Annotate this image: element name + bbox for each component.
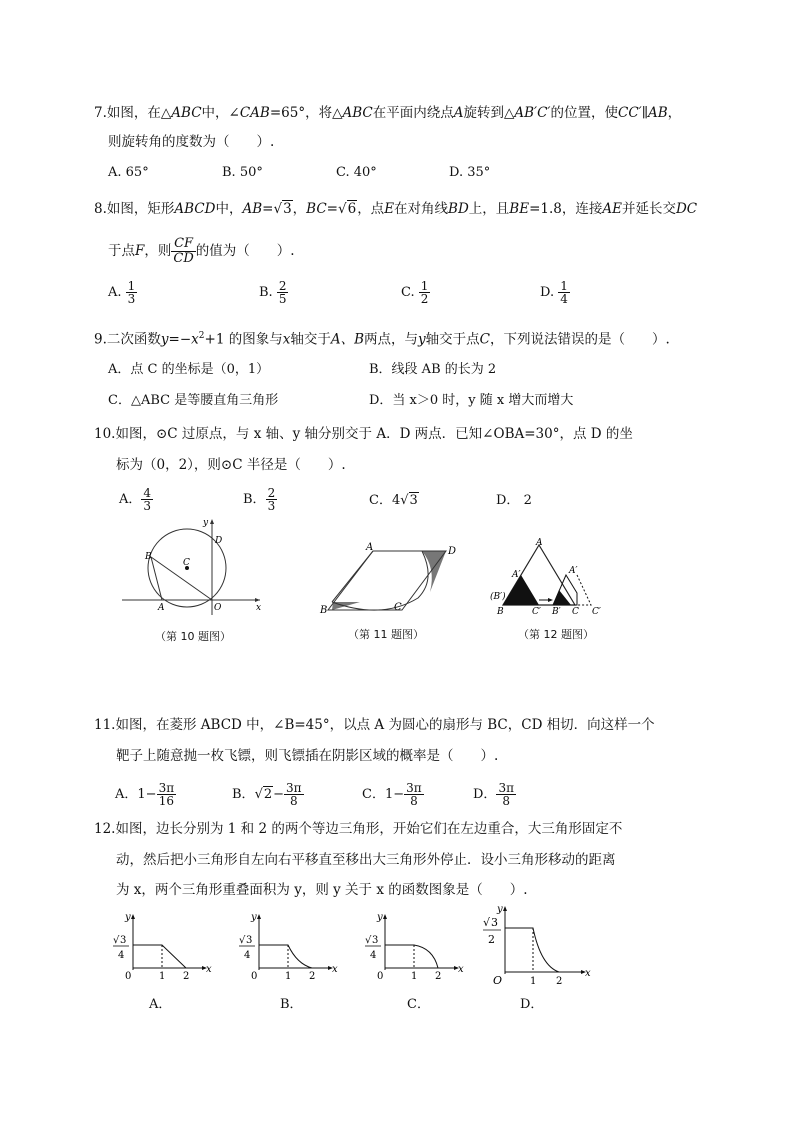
q8-stem-line2: 于点F，则 $\frac{CF}{CD}$ 的值为（ ）.: [108, 236, 295, 266]
graph-b-curve: [259, 945, 312, 968]
q10-stem-line1: 10.如图，⊙C 过原点，与 x 轴、y 轴分别交于 A．D 两点．已知∠OBA=30°，点 D 的坐: [94, 426, 633, 442]
graph-a-y-arrow: [131, 914, 135, 919]
q9-number: 9.: [94, 331, 107, 348]
graph-d-y-label: y: [497, 904, 503, 915]
graph-b-two: 2: [309, 971, 316, 982]
fig11-radius-1: [332, 551, 373, 602]
q12-graph-d: [477, 900, 595, 988]
q11-option-d[interactable]: D． $\frac{3\pi}{8}$: [473, 781, 514, 808]
fig12-arrow-head: [548, 598, 553, 602]
graph-c-zero: 0: [377, 971, 384, 982]
fig10-caption: （第 10 题图）: [155, 630, 231, 643]
q12-graph-a: [105, 908, 215, 983]
graph-b-sqrt3: 3: [246, 935, 253, 946]
fig10-label-c: C: [183, 558, 190, 568]
q8-fraction-cf-cd: $\frac{CF}{CD}$: [173, 236, 194, 266]
q11-option-b[interactable]: B．√2− $\frac{3\pi}{8}$: [232, 781, 302, 808]
graph-d-curve: [505, 928, 559, 972]
fig10-label-x: x: [256, 603, 262, 613]
fig12-label-a: A: [536, 538, 543, 548]
fig10-x-arrow: [255, 598, 260, 602]
fig12-label-a1: A′: [512, 570, 521, 580]
q12-option-b[interactable]: B．: [280, 997, 303, 1012]
q9-option-d[interactable]: D．当 x＞0 时，y 随 x 增大而增大: [369, 393, 574, 408]
q7-stem-line2: 则旋转角的度数为（ ）.: [108, 134, 275, 150]
q8-option-c[interactable]: C. $\frac{1}{2}$: [401, 279, 429, 306]
graph-c-curve: [385, 945, 438, 968]
fig11-label-c: C: [394, 602, 402, 613]
graph-a-sqrt3: 3: [120, 935, 127, 946]
fig12-label-a2: A′: [569, 566, 578, 576]
q10-option-a[interactable]: A． $\frac{4}{3}$: [119, 486, 152, 513]
graph-c-two: 2: [435, 971, 442, 982]
graph-a-x-label: x: [206, 964, 212, 975]
figure-10: [120, 515, 270, 617]
q12-number: 12.: [94, 821, 116, 837]
graph-c-y-label: y: [377, 912, 383, 923]
figure-12: [487, 535, 622, 620]
fig10-label-o: O: [214, 603, 222, 613]
fig10-y-arrow: [210, 519, 214, 524]
fig12-caption: （第 12 题图）: [518, 628, 594, 641]
graph-b-y-arrow: [257, 914, 261, 919]
graph-d-two-den: 2: [488, 933, 495, 946]
graph-c-sqrt3: 3: [372, 935, 379, 946]
q9-option-c[interactable]: C．△ABC 是等腰直角三角形: [108, 393, 279, 408]
q8-option-d[interactable]: D. $\frac{1}{4}$: [540, 279, 568, 306]
q12-stem-line1: 12.如图，边长分别为 1 和 2 的两个等边三角形，开始它们在左边重合，大三角形固定不: [94, 821, 623, 837]
graph-d-one: 1: [530, 976, 537, 987]
graph-d-sqrt3: 3: [491, 916, 498, 929]
fig10-label-b: B: [145, 552, 152, 562]
graph-d-sqrt-sign: √: [483, 916, 491, 929]
q10-option-d[interactable]: D． 2: [496, 493, 532, 508]
q7-option-b[interactable]: B. 50°: [222, 165, 263, 180]
fig12-label-b: B: [497, 607, 504, 617]
fig12-label-c1: C′: [532, 607, 541, 617]
fig11-caption: （第 11 题图）: [348, 628, 424, 641]
fig12-label-c: C: [572, 607, 579, 617]
graph-c-sqrt-sign: √: [365, 935, 372, 946]
graph-d-y-arrow: [503, 906, 507, 911]
q12-option-c[interactable]: C．: [407, 997, 430, 1012]
q9-stem: 9.二次函数$y=-x^2+1$ 的图象与x轴交于A、B两点，与y轴交于点C，下列说法错误的是（ ）.: [94, 331, 670, 348]
q12-stem-line2: 动，然后把小三角形自左向右平移直至移出大三角形外停止．设小三角形移动的距离: [116, 852, 616, 868]
q8-number: 8.: [94, 201, 107, 217]
fig12-label-c2: C′: [592, 607, 601, 617]
graph-a-y-label: y: [125, 912, 131, 923]
q12-graph-c: [357, 908, 467, 983]
graph-b-one: 1: [285, 971, 292, 982]
q12-stem-line3: 为 x，两个三角形重叠面积为 y，则 y 关于 x 的函数图象是（ ）.: [116, 882, 528, 898]
q12-graph-b: [231, 908, 341, 983]
graph-d-origin: O: [493, 974, 503, 987]
fig12-overlap-region: [553, 590, 571, 605]
q12-option-a[interactable]: A．: [149, 997, 172, 1012]
q8-stem-line1: 8.如图，矩形ABCD中，AB=√3，BC=√6，点E在对角线BD上，且BE=1.8，连接AE并延长交DC: [94, 201, 698, 217]
graph-a-curve: [133, 945, 186, 968]
graph-d-two: 2: [556, 976, 563, 987]
graph-c-x-label: x: [458, 964, 464, 975]
fig12-label-b2: B′: [552, 607, 561, 617]
q7-number: 7.: [94, 105, 107, 121]
graph-a-zero: 0: [125, 971, 132, 982]
graph-b-sqrt-sign: √: [239, 935, 246, 946]
q9-option-a[interactable]: A．点 C 的坐标是（0，1）: [108, 362, 270, 377]
fig11-label-a: A: [366, 542, 374, 553]
figure-11: [318, 540, 463, 620]
q11-number: 11.: [94, 717, 116, 733]
fig11-label-b: B: [320, 605, 328, 616]
q7-option-c[interactable]: C. 40°: [336, 165, 377, 180]
q11-option-a[interactable]: A．1− $\frac{3\pi}{16}$: [115, 781, 175, 808]
q11-option-c[interactable]: C．1− $\frac{3\pi}{8}$: [362, 781, 422, 808]
graph-b-y-label: y: [251, 912, 257, 923]
graph-b-zero: 0: [251, 971, 258, 982]
graph-d-x-label: x: [585, 968, 591, 979]
q10-stem-line2: 标为（0，2），则⊙C 半径是（ ）.: [116, 457, 346, 473]
q8-option-a[interactable]: A. $\frac{1}{3}$: [108, 279, 136, 306]
fig10-label-a: A: [158, 603, 165, 613]
graph-b-x-label: x: [332, 964, 338, 975]
fig12-label-b1: (B′): [490, 592, 506, 602]
fig10-label-d: D: [215, 536, 223, 546]
q11-stem-line1: 11.如图，在菱形 ABCD 中，∠B=45°，以点 A 为圆心的扇形与 BC，CD 相切．向这样一个: [94, 717, 655, 733]
fig12-small-triangle-start: [503, 575, 539, 605]
fig11-sector-arc: [332, 551, 428, 610]
fig12-small-triangle-end: [571, 575, 591, 605]
fig10-label-y: y: [203, 518, 209, 528]
graph-a-two: 2: [183, 971, 190, 982]
graph-a-four: 4: [118, 950, 125, 961]
q11-stem-line2: 靶子上随意抛一枚飞镖，则飞镖插在阴影区域的概率是（ ）.: [116, 748, 499, 764]
q10-option-c[interactable]: C．4√3: [369, 493, 418, 508]
q12-option-d[interactable]: D．: [520, 997, 544, 1012]
graph-c-four: 4: [370, 950, 377, 961]
q8-option-b[interactable]: B. $\frac{2}{5}$: [259, 279, 287, 306]
q7-stem-line1: 7.如图，在△ABC中，∠CAB=65°，将△ABC在平面内绕点A旋转到△AB′C′的位置，使CC′∥AB，: [94, 105, 682, 121]
graph-a-one: 1: [159, 971, 166, 982]
q10-option-b[interactable]: B． $\frac{2}{3}$: [243, 486, 276, 513]
q10-number: 10.: [94, 426, 116, 442]
q9-option-b[interactable]: B．线段 AB 的长为 2: [369, 362, 497, 377]
graph-b-four: 4: [244, 950, 251, 961]
graph-c-y-arrow: [383, 914, 387, 919]
fig11-label-d: D: [448, 546, 457, 557]
graph-c-one: 1: [411, 971, 418, 982]
q7-option-d[interactable]: D. 35°: [449, 165, 491, 180]
graph-a-sqrt-sign: √: [113, 935, 120, 946]
q7-option-a[interactable]: A. 65°: [108, 165, 149, 180]
